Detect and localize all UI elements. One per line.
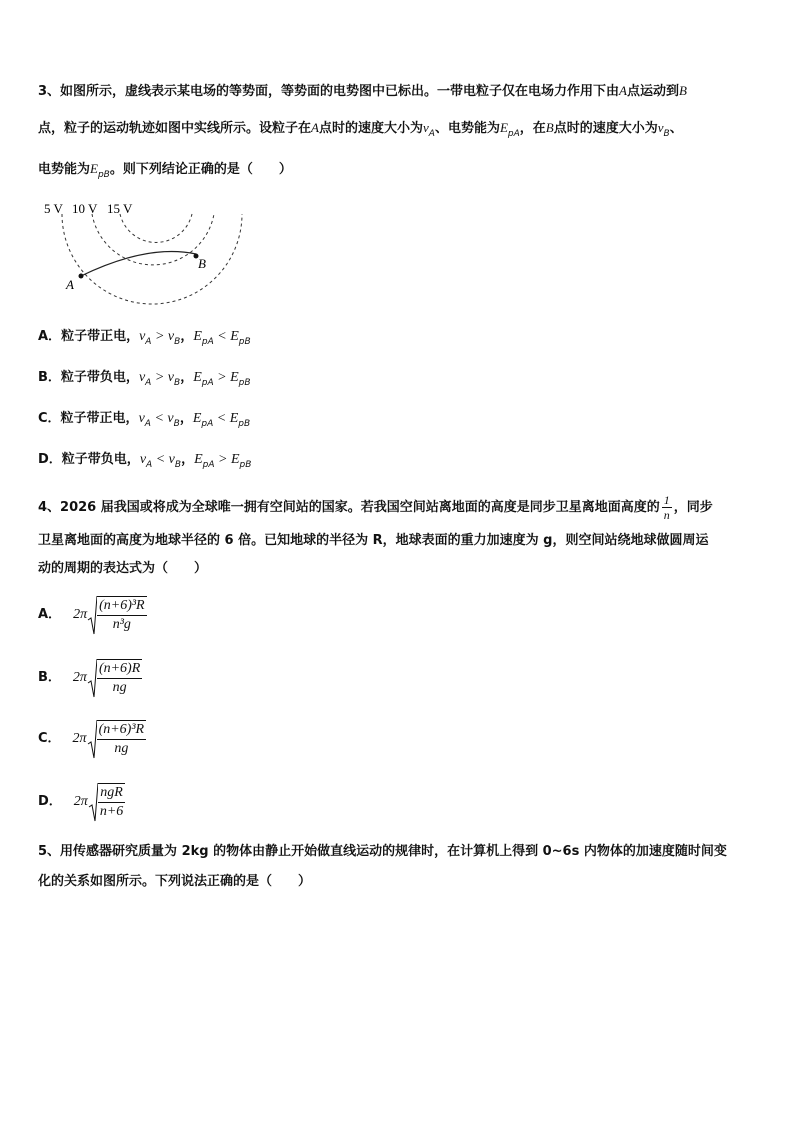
q4-option-b[interactable] <box>38 657 142 699</box>
q3-var: E <box>499 120 508 135</box>
q3-line-2 <box>38 119 683 139</box>
relation: < <box>150 411 168 426</box>
q3-sub: A <box>428 129 435 139</box>
sub: B <box>174 460 182 470</box>
q3-var: E <box>90 161 98 176</box>
q3-text: 点时的速度大小为 <box>553 121 658 136</box>
q4-line-1 <box>38 493 713 522</box>
fraction-denominator: n <box>663 508 670 522</box>
math-e: E <box>230 329 239 344</box>
separator: ， <box>180 329 194 344</box>
q5-text: 5、用传感器研究质量为 2kg 的物体由静止开始做直线运动的规律时，在计算机上得到 0~6s 内物体的加速度随时间变 <box>38 844 727 859</box>
label-point-a: A <box>66 277 74 292</box>
fraction-numerator: 1 <box>663 493 670 507</box>
sub: pA <box>201 378 214 388</box>
q5-line-2 <box>38 873 311 891</box>
label-point-b: B <box>198 256 206 271</box>
separator: ， <box>179 411 193 426</box>
math-e: E <box>193 329 202 344</box>
sub: pA <box>201 337 214 347</box>
relation: > <box>151 370 168 385</box>
q3-option-a[interactable] <box>38 328 251 347</box>
fraction-denominator: ng <box>112 680 127 695</box>
q3-var: v <box>422 120 429 135</box>
q3-text: 、电势能为 <box>434 121 500 136</box>
sqrt-fraction <box>97 720 147 758</box>
q3-text: 、 <box>669 121 683 136</box>
sqrt-expression <box>88 781 125 823</box>
sqrt-icon <box>87 657 97 699</box>
fraction-numerator: (n+6)³R <box>97 597 147 616</box>
two-pi: 2π <box>72 670 87 685</box>
fraction-numerator: (n+6)R <box>97 660 142 679</box>
q3-line-3 <box>38 160 292 180</box>
option-letter: A． <box>38 607 62 622</box>
q4-text: 卫星离地面的高度为地球半径的 6 倍。已知地球的半径为 R，地球表面的重力加速度为 g，则空间站绕地球做圆周运 <box>38 533 709 548</box>
sub: pB <box>238 378 251 388</box>
q3-text: 点运动到 <box>627 84 680 99</box>
relation: < <box>213 329 231 344</box>
math-e: E <box>229 411 239 426</box>
two-pi: 2π <box>72 731 87 746</box>
q3-sub: pB <box>97 170 110 180</box>
option-letter: C． <box>38 411 61 426</box>
q3-line-1 <box>38 82 687 101</box>
relation: > <box>213 370 231 385</box>
relation: < <box>152 452 169 467</box>
q4-fraction <box>662 493 672 522</box>
point-a-dot <box>79 274 84 279</box>
q4-text: 动的周期的表达式为（ ） <box>38 561 208 576</box>
separator: ， <box>180 370 194 385</box>
sub: pA <box>201 419 214 429</box>
q4-line-2 <box>38 532 708 550</box>
sqrt-fraction <box>97 659 142 697</box>
fraction-denominator: n³g <box>112 617 131 632</box>
equipotential-5v <box>62 214 242 304</box>
fraction-numerator: ngR <box>98 784 125 803</box>
math-e: E <box>194 452 203 467</box>
math-e: E <box>193 370 202 385</box>
fraction-numerator: (n+6)³R <box>97 721 147 740</box>
q3-text: 。则下列结论正确的是（ ） <box>109 162 292 177</box>
sub: pB <box>239 460 252 470</box>
option-text: 粒子带负电， <box>61 452 140 467</box>
sub: B <box>174 378 181 388</box>
sqrt-icon <box>88 781 98 823</box>
equipotential-15v <box>120 214 192 242</box>
label-10v: 10 V <box>72 201 98 216</box>
two-pi: 2π <box>73 607 88 622</box>
math-v: v <box>139 452 147 467</box>
q3-var: A <box>311 120 319 135</box>
fraction-denominator: ng <box>114 741 129 756</box>
sub: pA <box>202 460 215 470</box>
q3-text: 点时的速度大小为 <box>318 121 423 136</box>
q4-option-d[interactable] <box>38 781 125 823</box>
sub: A <box>145 337 152 347</box>
sub: A <box>146 460 153 470</box>
math-e: E <box>230 452 240 467</box>
sub: A <box>144 419 151 429</box>
option-text: 粒子带负电， <box>60 370 139 385</box>
q4-line-3 <box>38 560 207 578</box>
option-text: 粒子带正电， <box>61 329 140 344</box>
q4-option-c[interactable] <box>38 718 146 760</box>
option-letter: B． <box>38 670 61 685</box>
relation: > <box>214 452 231 467</box>
particle-trajectory <box>81 251 196 276</box>
q3-option-c[interactable] <box>38 410 250 429</box>
q3-option-b[interactable] <box>38 369 251 388</box>
q4-text: 4、2026 届我国或将成为全球唯一拥有空间站的国家。若我国空间站离地面的高度是同步卫星离地面高度的 <box>38 500 660 515</box>
math-e: E <box>230 370 239 385</box>
q3-sub: B <box>663 129 670 139</box>
q3-sub: pA <box>507 129 520 139</box>
q5-line-1 <box>38 843 727 861</box>
sqrt-fraction <box>98 783 125 821</box>
sqrt-expression <box>87 718 147 760</box>
sub: pB <box>238 419 251 429</box>
math-v: v <box>167 370 174 385</box>
math-e: E <box>192 411 202 426</box>
option-letter: B． <box>38 370 61 385</box>
option-text: 粒子带正电， <box>60 411 139 426</box>
math-v: v <box>168 452 175 467</box>
label-5v: 5 V <box>44 201 63 216</box>
separator: ， <box>181 452 195 467</box>
math-v: v <box>139 329 146 344</box>
sqrt-icon <box>87 718 97 760</box>
sub: B <box>174 337 181 347</box>
label-15v: 15 V <box>107 201 133 216</box>
q3-text: ，在 <box>519 121 546 136</box>
option-letter: D． <box>38 794 62 809</box>
q3-var: A <box>619 83 627 98</box>
sub: A <box>145 378 152 388</box>
equipotential-figure <box>38 196 258 316</box>
q3-var: B <box>679 83 687 98</box>
sqrt-expression <box>87 594 147 636</box>
q4-text: ，同步 <box>673 500 713 515</box>
fraction-denominator: n+6 <box>99 804 124 819</box>
q3-text: 电势能为 <box>38 162 91 177</box>
q3-var: v <box>657 120 664 135</box>
option-letter: A． <box>38 329 62 344</box>
sqrt-expression <box>87 657 142 699</box>
q3-option-d[interactable] <box>38 451 251 470</box>
math-v: v <box>138 411 145 426</box>
q3-text: 3、如图所示，虚线表示某电场的等势面，等势面的电势图中已标出。一带电粒子仅在电场力作用下由 <box>38 84 620 99</box>
sqrt-fraction <box>97 596 147 634</box>
q4-option-a[interactable] <box>38 594 147 636</box>
math-v: v <box>167 411 174 426</box>
sub: pB <box>238 337 251 347</box>
q3-var: B <box>545 120 554 135</box>
q3-text: 点，粒子的运动轨迹如图中实线所示。设粒子在 <box>38 121 312 136</box>
two-pi: 2π <box>73 794 88 809</box>
option-letter: D． <box>38 452 62 467</box>
q5-text: 化的关系如图所示。下列说法正确的是（ ） <box>38 874 312 889</box>
option-letter: C． <box>38 731 61 746</box>
sqrt-icon <box>87 594 97 636</box>
math-v: v <box>138 370 146 385</box>
relation: > <box>151 329 168 344</box>
sub: B <box>173 419 180 429</box>
math-v: v <box>167 329 175 344</box>
relation: < <box>213 411 230 426</box>
